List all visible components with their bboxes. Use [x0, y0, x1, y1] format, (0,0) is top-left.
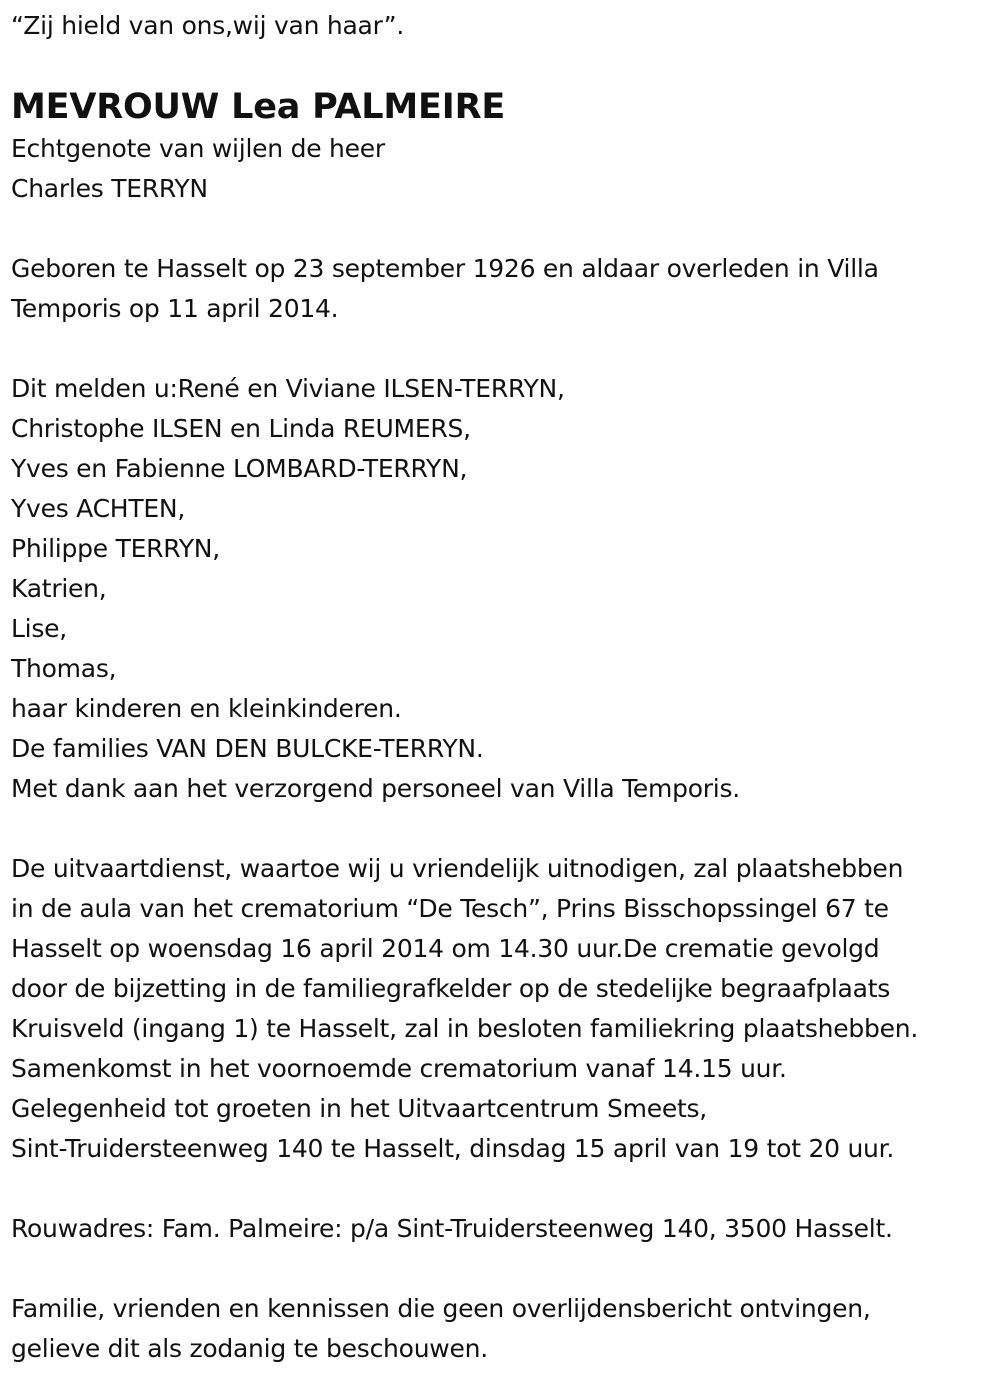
closing-line: Familie, vrienden en kennissen die geen overlijdensbericht ontvingen,	[11, 1294, 871, 1323]
funeral-line: door de bijzetting in de familiegrafkelder op de stedelijke begraafplaats	[11, 974, 891, 1003]
family-line: Yves en Fabienne LOMBARD-TERRYN,	[11, 454, 468, 483]
family-line: Lise,	[11, 614, 67, 643]
spouse-block	[11, 129, 991, 209]
funeral-line: Gelegenheid tot groeten in het Uitvaartcentrum Smeets,	[11, 1094, 707, 1123]
family-line: De families VAN DEN BULCKE-TERRYN.	[11, 734, 484, 763]
family-line: Yves ACHTEN,	[11, 494, 186, 523]
spacer	[11, 1249, 991, 1289]
obituary-notice	[11, 0, 991, 1369]
funeral-line: Sint-Truidersteenweg 140 te Hasselt, dinsdag 15 april van 19 tot 20 uur.	[11, 1134, 895, 1163]
spouse-line: Echtgenote van wijlen de heer	[11, 134, 385, 163]
funeral-line: Kruisveld (ingang 1) te Hasselt, zal in besloten familiekring plaatshebben.	[11, 1014, 919, 1043]
family-line: Met dank aan het verzorgend personeel van Villa Temporis.	[11, 774, 740, 803]
spacer	[11, 1169, 991, 1209]
funeral-line: Hasselt op woensdag 16 april 2014 om 14.30 uur.De crematie gevolgd	[11, 934, 880, 963]
family-line: Thomas,	[11, 654, 117, 683]
spacer	[11, 809, 991, 849]
spouse-line: Charles TERRYN	[11, 174, 208, 203]
family-line: Christophe ILSEN en Linda REUMERS,	[11, 414, 471, 443]
family-line: haar kinderen en kleinkinderen.	[11, 694, 402, 723]
funeral-details-block	[11, 849, 991, 1169]
birth-death-block	[11, 249, 991, 329]
birth-death-line: Temporis op 11 april 2014.	[11, 294, 339, 323]
family-line: Philippe TERRYN,	[11, 534, 220, 563]
mourning-address: Rouwadres: Fam. Palmeire: p/a Sint-Truidersteenweg 140, 3500 Hasselt.	[11, 1214, 893, 1243]
funeral-line: Samenkomst in het voornoemde crematorium vanaf 14.15 uur.	[11, 1054, 787, 1083]
family-block	[11, 369, 991, 809]
deceased-name: MEVROUW Lea PALMEIRE	[11, 87, 506, 127]
opening-quote: “Zij hield van ons,wij van haar”.	[11, 11, 405, 40]
funeral-line: in de aula van het crematorium “De Tesch”, Prins Bisschopssingel 67 te	[11, 894, 889, 923]
closing-block	[11, 1289, 991, 1369]
family-line: Dit melden u:René en Viviane ILSEN-TERRYN,	[11, 374, 565, 403]
closing-line: gelieve dit als zodanig te beschouwen.	[11, 1334, 488, 1363]
spacer	[11, 209, 991, 249]
family-line: Katrien,	[11, 574, 107, 603]
funeral-line: De uitvaartdienst, waartoe wij u vriendelijk uitnodigen, zal plaatshebben	[11, 854, 904, 883]
birth-death-line: Geboren te Hasselt op 23 september 1926 en aldaar overleden in Villa	[11, 254, 879, 283]
spacer	[11, 329, 991, 369]
